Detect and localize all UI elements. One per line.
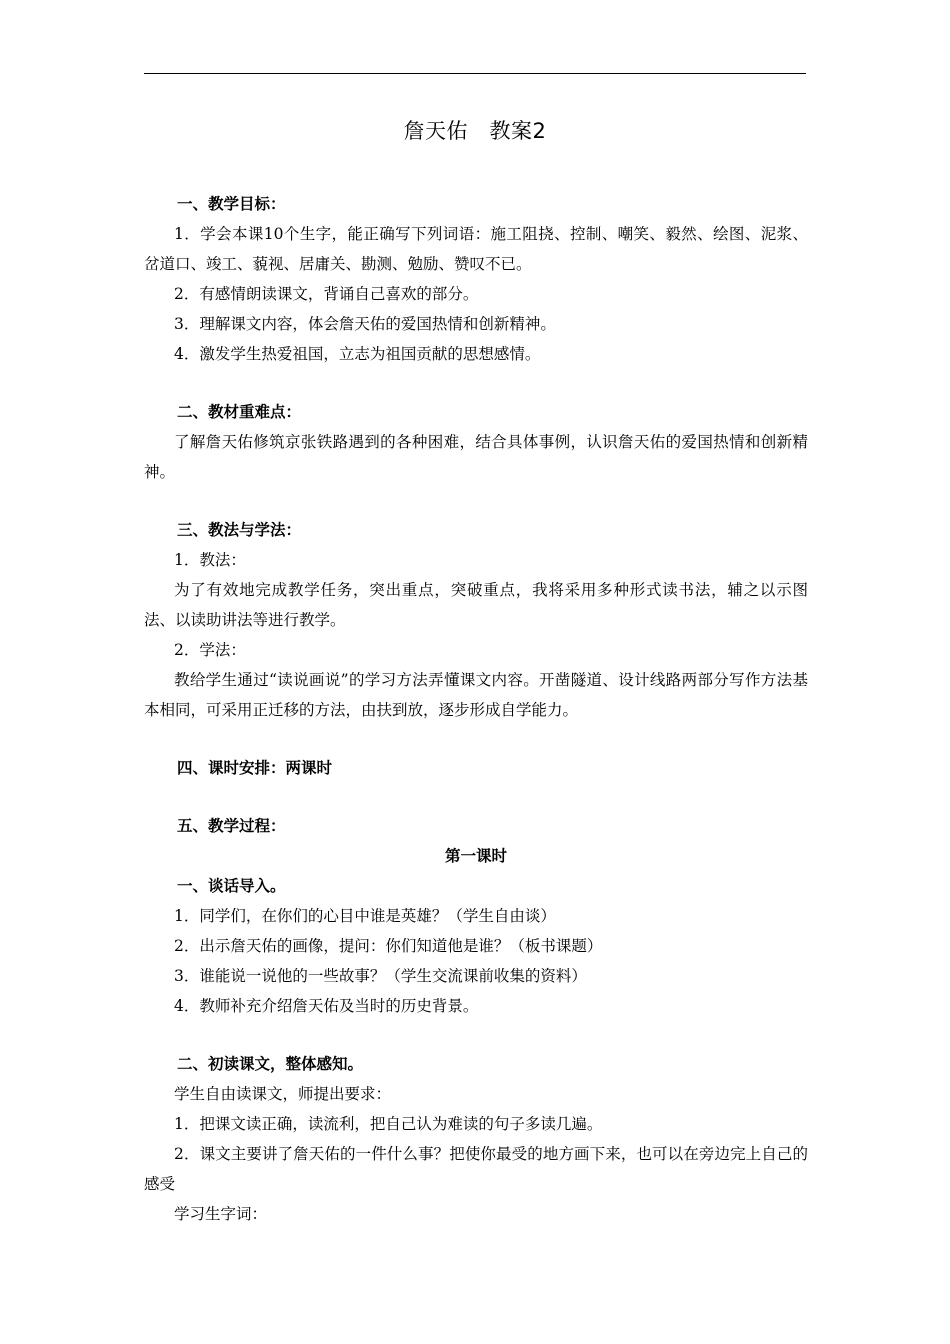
first-reading-item: 2．课文主要讲了詹天佑的一件什么事？把使你最受的地方画下来，也可以在旁边完上自己的感受: [144, 1145, 808, 1193]
learning-method-label: 2．学法：: [174, 641, 246, 659]
intro-item: 3．谁能说一说他的一些故事？（学生交流课前收集的资料）: [174, 967, 587, 985]
objective-item: 3．理解课文内容，体会詹天佑的爱国热情和创新精神。: [174, 315, 556, 333]
lesson-title: 第一课时: [444, 846, 507, 865]
first-reading-item: 1．把课文读正确，读流利，把自己认为难读的句子多读几遍。: [174, 1115, 603, 1133]
intro-item: 2．出示詹天佑的画像，提问：你们知道他是谁？（板书课题）: [174, 937, 603, 955]
document-title: 詹天佑 教案2: [403, 119, 547, 143]
teaching-method-text: 为了有效地完成教学任务，突出重点，突破重点，我将采用多种形式读书法，辅之以示图法、以读助讲法等进行教学。: [144, 581, 808, 629]
section-heading-schedule: 四、课时安排：两课时: [177, 758, 333, 777]
section-heading-objectives: 一、教学目标：: [177, 194, 286, 213]
intro-item: 1．同学们，在你们的心目中谁是英雄？（学生自由谈）: [174, 907, 556, 925]
section-heading-process: 五、教学过程：: [177, 816, 286, 835]
vocabulary-label: 学习生字词：: [174, 1205, 268, 1223]
objective-item: 2．有感情朗读课文，背诵自己喜欢的部分。: [174, 285, 479, 303]
learning-method-text: 教给学生通过“读说画说”的学习方法弄懂课文内容。开凿隧道、设计线路两部分写作方法基本相同，可采用正迁移的方法，由扶到放，逐步形成自学能力。: [144, 671, 808, 719]
first-reading-intro: 学生自由读课文，师提出要求：: [174, 1085, 392, 1103]
document-body: [144, 189, 808, 1229]
key-points-text: 了解詹天佑修筑京张铁路遇到的各种困难，结合具体事例，认识詹天佑的爱国热情和创新精神。: [144, 433, 808, 481]
teaching-method-label: 1．教法：: [174, 551, 246, 569]
objective-item: 1．学会本课10个生字，能正确写下列词语：施工阻挠、控制、嘲笑、毅然、绘图、泥浆、岔道口、竣工、藐视、居庸关、勘测、勉励、赞叹不已。: [144, 225, 808, 273]
part-heading-first-reading: 二、初读课文，整体感知。: [177, 1054, 364, 1073]
section-heading-methods: 三、教法与学法：: [177, 520, 302, 539]
intro-item: 4．教师补充介绍詹天佑及当时的历史背景。: [174, 997, 479, 1015]
objective-item: 4．激发学生热爱祖国，立志为祖国贡献的思想感情。: [174, 345, 541, 363]
header-rule: [144, 73, 806, 74]
part-heading-intro: 一、谈话导入。: [177, 876, 286, 895]
section-heading-key-points: 二、教材重难点：: [177, 402, 302, 421]
